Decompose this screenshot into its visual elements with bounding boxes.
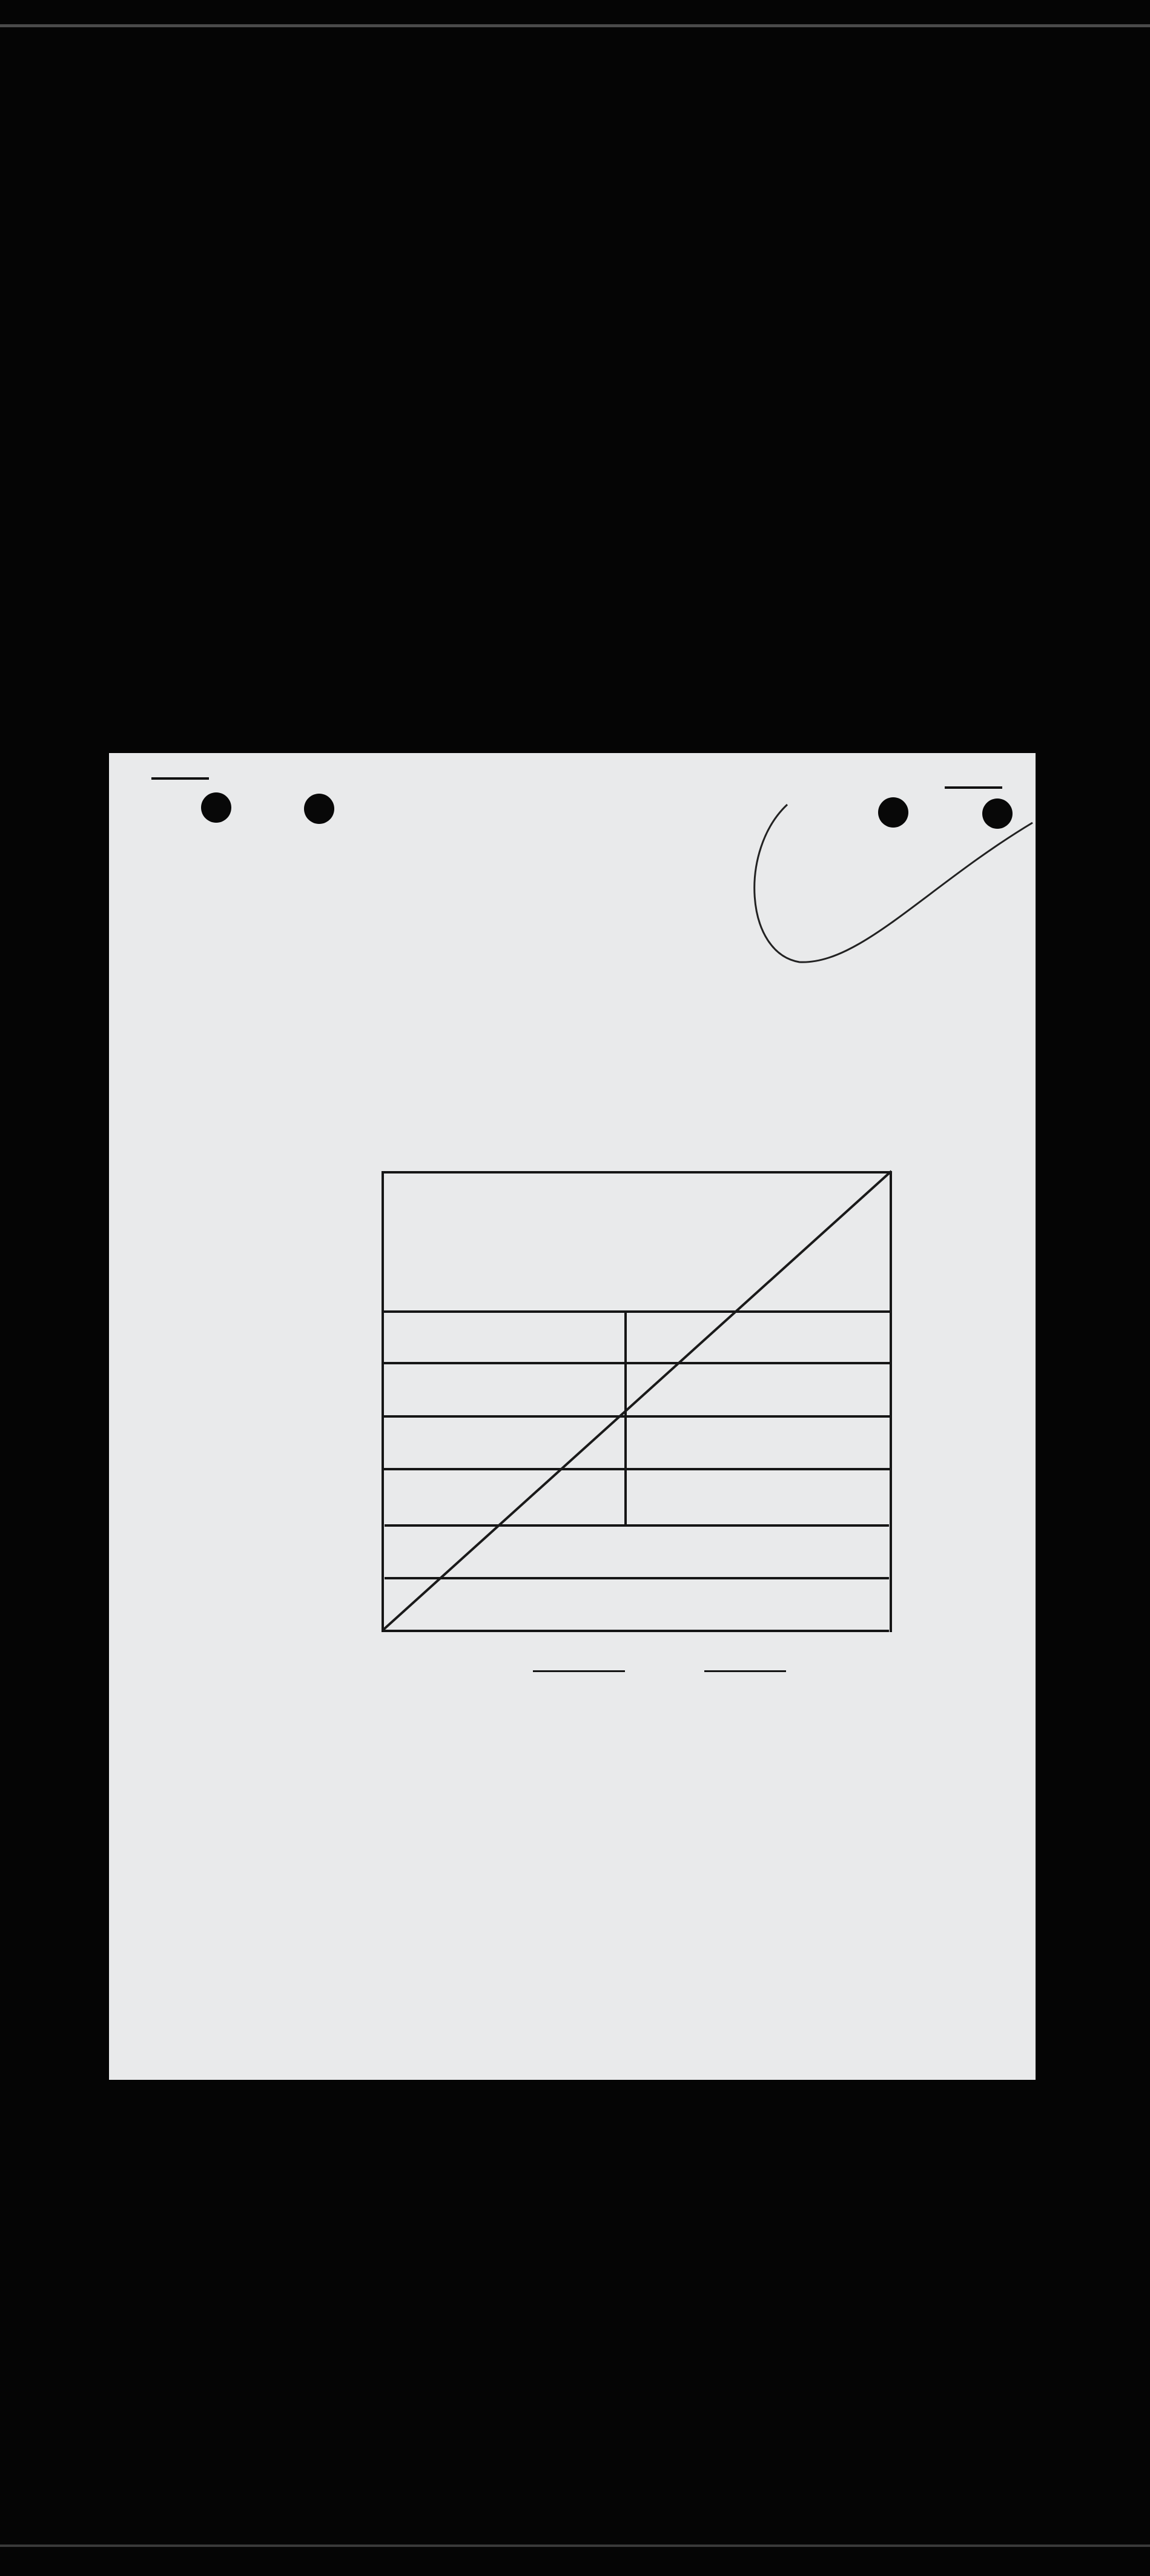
cancel-diagonal [383,1171,891,1630]
scan-top-edge [0,24,1150,27]
check-curve-mark [755,805,1033,962]
pen-strokes [109,753,1036,2080]
scan-bottom-edge [0,2544,1150,2547]
document-page [109,753,1036,2080]
